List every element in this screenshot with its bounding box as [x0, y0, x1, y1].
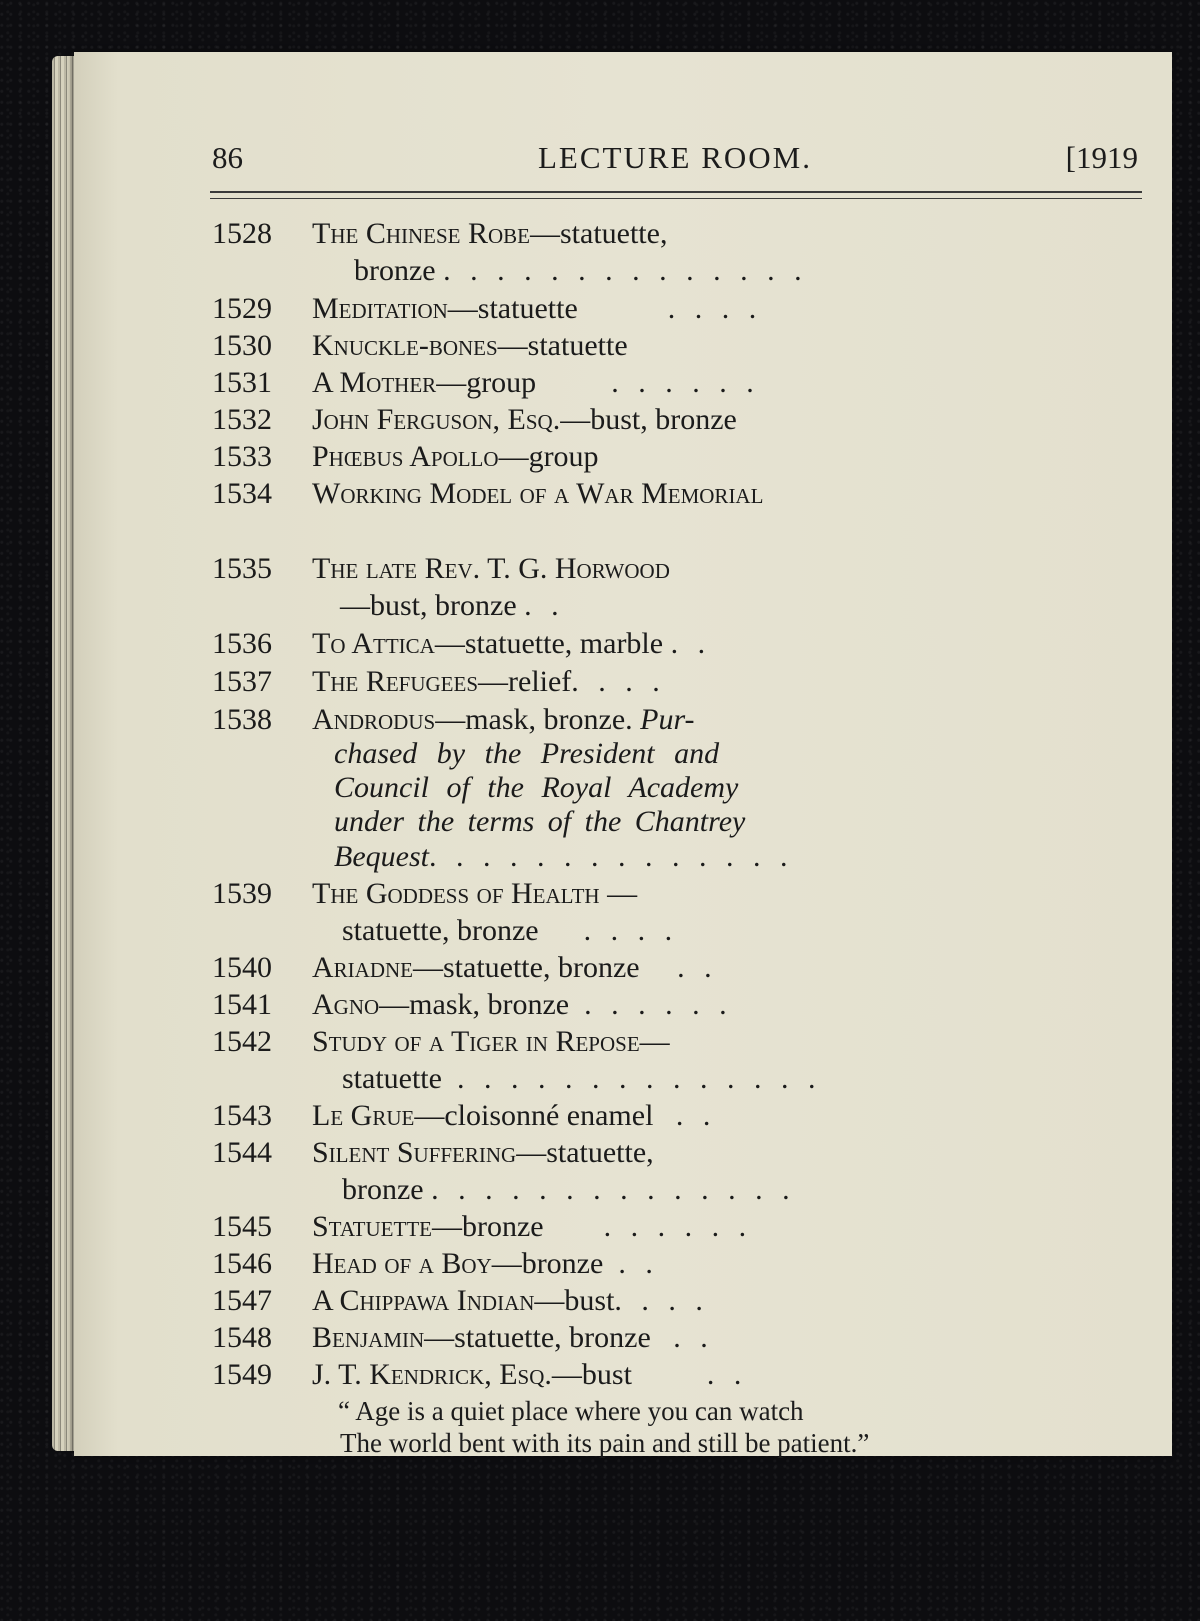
entry-description: —cloisonné enamel	[414, 1099, 654, 1132]
entry-title: Study of a Tiger in Repose	[312, 1025, 640, 1058]
entry-description: —statuette	[497, 329, 628, 362]
entry-title: Meditation	[312, 292, 448, 325]
header-rule	[210, 191, 1142, 193]
entry-title: Agno	[312, 988, 380, 1021]
entry-title-line	[312, 1096, 716, 1136]
entry-title: To Attica	[312, 627, 435, 660]
leader-dots: . .	[675, 1099, 717, 1132]
entry-number: 1538	[212, 703, 272, 736]
entry-continuation	[340, 586, 565, 626]
entry-number: 1542	[212, 1025, 272, 1058]
entry-title-line	[312, 1133, 654, 1173]
leader-dots: . . . .	[583, 914, 679, 947]
entry-desc-continued: statuette, bronze	[342, 914, 539, 947]
entry-number: 1537	[212, 665, 272, 698]
entry-number: 1534	[212, 477, 272, 510]
leader-dots: . . . . . . . . . . . . . .	[443, 254, 808, 287]
entry-description: —mask, bronze.	[435, 703, 633, 736]
leader-dots: . . . . . .	[603, 1210, 753, 1243]
entry-note: Council of the Royal Academy	[334, 771, 739, 804]
entry-description: —group	[498, 440, 599, 473]
entry-note: Pur-	[640, 703, 695, 736]
leader-dots: . . . . . .	[611, 366, 760, 399]
entry-description: —	[599, 877, 638, 910]
entry-continuation	[354, 251, 808, 291]
entry-description: —bust	[534, 1284, 615, 1317]
entry-title: Knuckle-bones	[312, 329, 498, 362]
leader-dots: . . . .	[667, 292, 763, 325]
leader-dots: . . . . . .	[584, 988, 733, 1021]
entry-number: 1531	[212, 366, 272, 399]
entry-number: 1544	[212, 1136, 272, 1169]
entry-continuation	[342, 1059, 821, 1099]
entry-title: Androdus	[312, 703, 436, 736]
entry-title: The Chinese Robe	[312, 217, 530, 250]
entry-number: 1535	[212, 552, 272, 585]
leader-dots: . . . . . . . . . . . . . .	[428, 840, 794, 873]
entry-title-line	[312, 1318, 714, 1358]
entry-title-line	[312, 1244, 659, 1284]
entry-description: —statuette,	[516, 1136, 654, 1169]
entry-desc-continued: —bust, bronze	[340, 589, 517, 622]
entry-title: Head of a Boy	[312, 1247, 492, 1280]
entry-number: 1540	[212, 951, 272, 984]
entry-title: J. T. Kendrick, Esq.	[312, 1358, 552, 1391]
entry-title-line	[312, 363, 760, 403]
leader-dots: . .	[618, 1247, 659, 1280]
entry-title-line	[312, 1355, 747, 1395]
entry-note: Bequest	[334, 840, 429, 873]
entry-description: —relief	[478, 665, 572, 698]
entry-number: 1533	[212, 440, 272, 473]
page-title: LECTURE ROOM.	[538, 140, 812, 175]
entry-number: 1547	[212, 1284, 272, 1317]
entry-title: Phœbus Apollo	[312, 440, 499, 473]
running-header	[212, 140, 1138, 184]
entry-description: —bronze	[491, 1247, 604, 1280]
entry-number: 1536	[212, 627, 272, 660]
entry-continuation	[342, 1170, 796, 1210]
leader-dots: . .	[706, 1358, 748, 1391]
leader-dots: . .	[670, 627, 712, 660]
entry-description: —bronze	[431, 1210, 544, 1243]
leader-dots: . .	[524, 589, 565, 622]
entry-title: The Goddess of Health	[312, 877, 600, 910]
header-rule-thin	[210, 198, 1142, 199]
entry-title: Working Model of a War Memorial	[312, 477, 764, 510]
epigraph-line: “ Age is a quiet place where you can watch	[338, 1396, 804, 1426]
entry-number: 1541	[212, 988, 272, 1021]
entry-title-line	[312, 1281, 709, 1321]
entry-note: under the terms of the Chantrey	[334, 805, 746, 838]
entry-title-line	[312, 214, 667, 254]
entry-title: Statuette	[312, 1210, 432, 1243]
leader-dots: . . . .	[614, 1284, 709, 1317]
entry-title: John Ferguson, Esq.	[312, 403, 561, 436]
entry-desc-continued: statuette	[342, 1062, 442, 1095]
leader-dots: . .	[677, 951, 718, 984]
leader-dots: . . . .	[571, 665, 666, 698]
entry-title: The Refugees	[312, 665, 479, 698]
entry-number: 1549	[212, 1358, 272, 1391]
entry-title-line	[312, 1207, 752, 1247]
entry-title: A Chippawa Indian	[312, 1284, 535, 1317]
entry-title-line	[312, 948, 718, 988]
entry-description: —bust	[551, 1358, 632, 1391]
entry-title-line	[312, 985, 733, 1025]
entry-description: —group	[436, 366, 537, 399]
entry-title-line	[312, 437, 599, 477]
entry-number: 1546	[212, 1247, 272, 1280]
entry-note: chased by the President and	[334, 737, 720, 770]
entry-number: 1529	[212, 292, 272, 325]
entry-description: —statuette, bronze	[424, 1321, 651, 1354]
header-year: [1919	[1065, 140, 1138, 175]
entry-title: Le Grue	[312, 1099, 415, 1132]
entry-title-line	[312, 1022, 670, 1062]
entry-desc-continued: bronze	[342, 1173, 424, 1206]
entry-title: Ariadne	[312, 951, 413, 984]
epigraph-line: The world bent with its pain and still be patient.”	[340, 1428, 870, 1458]
entry-description: —mask, bronze	[379, 988, 570, 1021]
entry-description: —	[639, 1025, 670, 1058]
entry-description: —statuette	[447, 292, 578, 325]
entry-number: 1545	[212, 1210, 272, 1243]
entry-title: A Mother	[312, 366, 437, 399]
entry-number: 1548	[212, 1321, 272, 1354]
page-number: 86	[212, 140, 243, 175]
entry-number: 1528	[212, 217, 272, 250]
entry-description: —statuette,	[530, 217, 668, 250]
entry-number: 1530	[212, 329, 272, 362]
entry-title: Silent Suffering	[312, 1136, 517, 1169]
entry-title-line	[312, 874, 637, 914]
entry-title-line	[312, 289, 762, 329]
entry-note-last	[334, 837, 793, 877]
entry-number: 1543	[212, 1099, 272, 1132]
entry-description: —statuette, bronze	[413, 951, 640, 984]
entry-description: —bust, bronze	[560, 403, 737, 436]
entry-description: —statuette, marble	[434, 627, 664, 660]
entry-desc-continued: bronze	[354, 254, 436, 287]
entry-title: The late Rev. T. G. Horwood	[312, 552, 670, 585]
leader-dots: . .	[673, 1321, 714, 1354]
entry-title-line	[312, 662, 666, 702]
entry-title: Benjamin	[312, 1321, 425, 1354]
leader-dots: . . . . . . . . . . . . . .	[456, 1062, 822, 1095]
entry-number: 1539	[212, 877, 272, 910]
entry-title-line	[312, 624, 711, 664]
entry-number: 1532	[212, 403, 272, 436]
entry-continuation	[342, 911, 678, 951]
entry-title-line	[312, 326, 628, 366]
entry-title-line	[312, 400, 737, 440]
leader-dots: . . . . . . . . . . . . . .	[431, 1173, 796, 1206]
